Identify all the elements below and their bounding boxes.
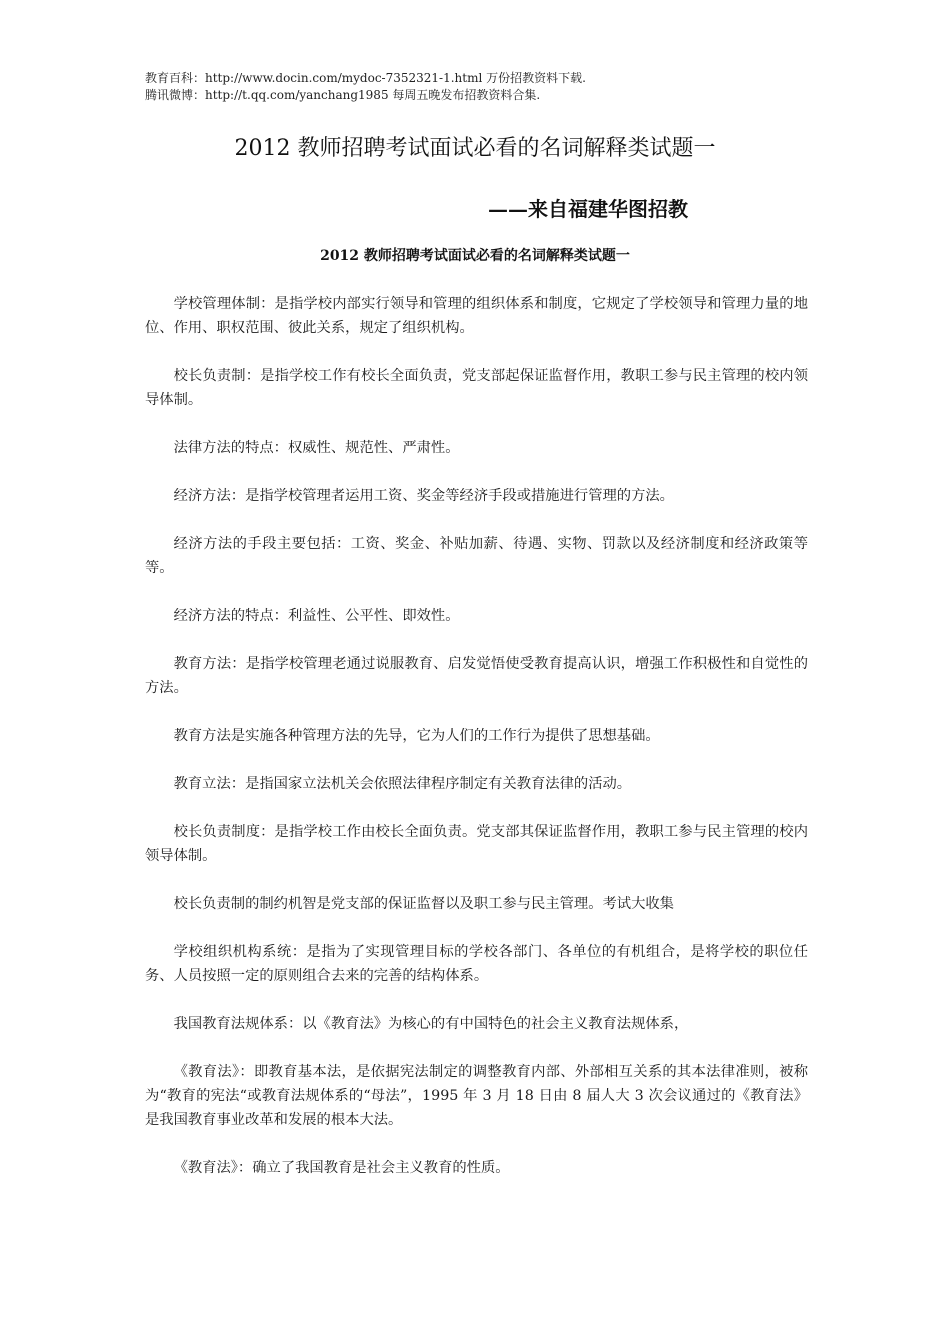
paragraph: 《教育法》：即教育基本法，是依据宪法制定的调整教育内部、外部相互关系的其本法律准则，被称为“教育的宪法“或教育法规体系的“母法”，1995 年 3 月 18 日由 8 届人大 3 次会议通过的《教育法》是我国教育事业改革和发展的根本大法。	[145, 1064, 808, 1128]
paragraph: 法律方法的特点：权威性、规范性、严肃性。	[173, 440, 460, 456]
paragraph: 校长负责制的制约机智是党支部的保证监督以及职工参与民主管理。考试大收集	[173, 896, 674, 912]
document-subtitle: ——来自福建华图招教	[488, 197, 688, 221]
paragraph: 我国教育法规体系：以《教育法》为核心的有中国特色的社会主义教育法规体系，	[173, 1016, 689, 1032]
header-line-docin: 教育百科：http://www.docin.com/mydoc-7352321-1.html 万份招教资料下载.	[145, 71, 586, 85]
page-header	[145, 70, 845, 104]
paragraph: 经济方法的手段主要包括：工资、奖金、补贴加薪、待遇、实物、罚款以及经济制度和经济政策等等。	[145, 536, 808, 576]
paragraph: 教育方法是实施各种管理方法的先导，它为人们的工作行为提供了思想基础。	[173, 728, 660, 744]
paragraph: 教育立法：是指国家立法机关会依照法律程序制定有关教育法律的活动。	[173, 776, 632, 792]
paragraph: 校长负责制：是指学校工作有校长全面负责，党支部起保证监督作用，教职工参与民主管理的校内领导体制。	[145, 368, 808, 408]
paragraph: 校长负责制度：是指学校工作由校长全面负责。党支部其保证监督作用，教职工参与民主管理的校内领导体制。	[145, 824, 808, 864]
paragraph: 学校组织机构系统：是指为了实现管理目标的学校各部门、各单位的有机组合，是将学校的职位任务、人员按照一定的原则组合去来的完善的结构体系。	[145, 944, 808, 984]
section-title: 2012 教师招聘考试面试必看的名词解释类试题一	[320, 248, 630, 264]
header-line-weibo: 腾讯微博：http://t.qq.com/yanchang1985 每周五晚发布招教资料合集.	[145, 88, 541, 102]
paragraph: 学校管理体制：是指学校内部实行领导和管理的组织体系和制度，它规定了学校领导和管理力量的地位、作用、职权范围、彼此关系，规定了组织机构。	[145, 296, 808, 336]
paragraph: 《教育法》：确立了我国教育是社会主义教育的性质。	[173, 1160, 510, 1176]
paragraph: 经济方法的特点：利益性、公平性、即效性。	[173, 608, 460, 624]
document-title: 2012 教师招聘考试面试必看的名词解释类试题一	[234, 136, 716, 161]
paragraph: 经济方法：是指学校管理者运用工资、奖金等经济手段或措施进行管理的方法。	[173, 488, 674, 504]
document-body	[145, 292, 808, 1204]
paragraph: 教育方法：是指学校管理老通过说服教育、启发觉悟使受教育提高认识，增强工作积极性和自觉性的方法。	[145, 656, 808, 696]
